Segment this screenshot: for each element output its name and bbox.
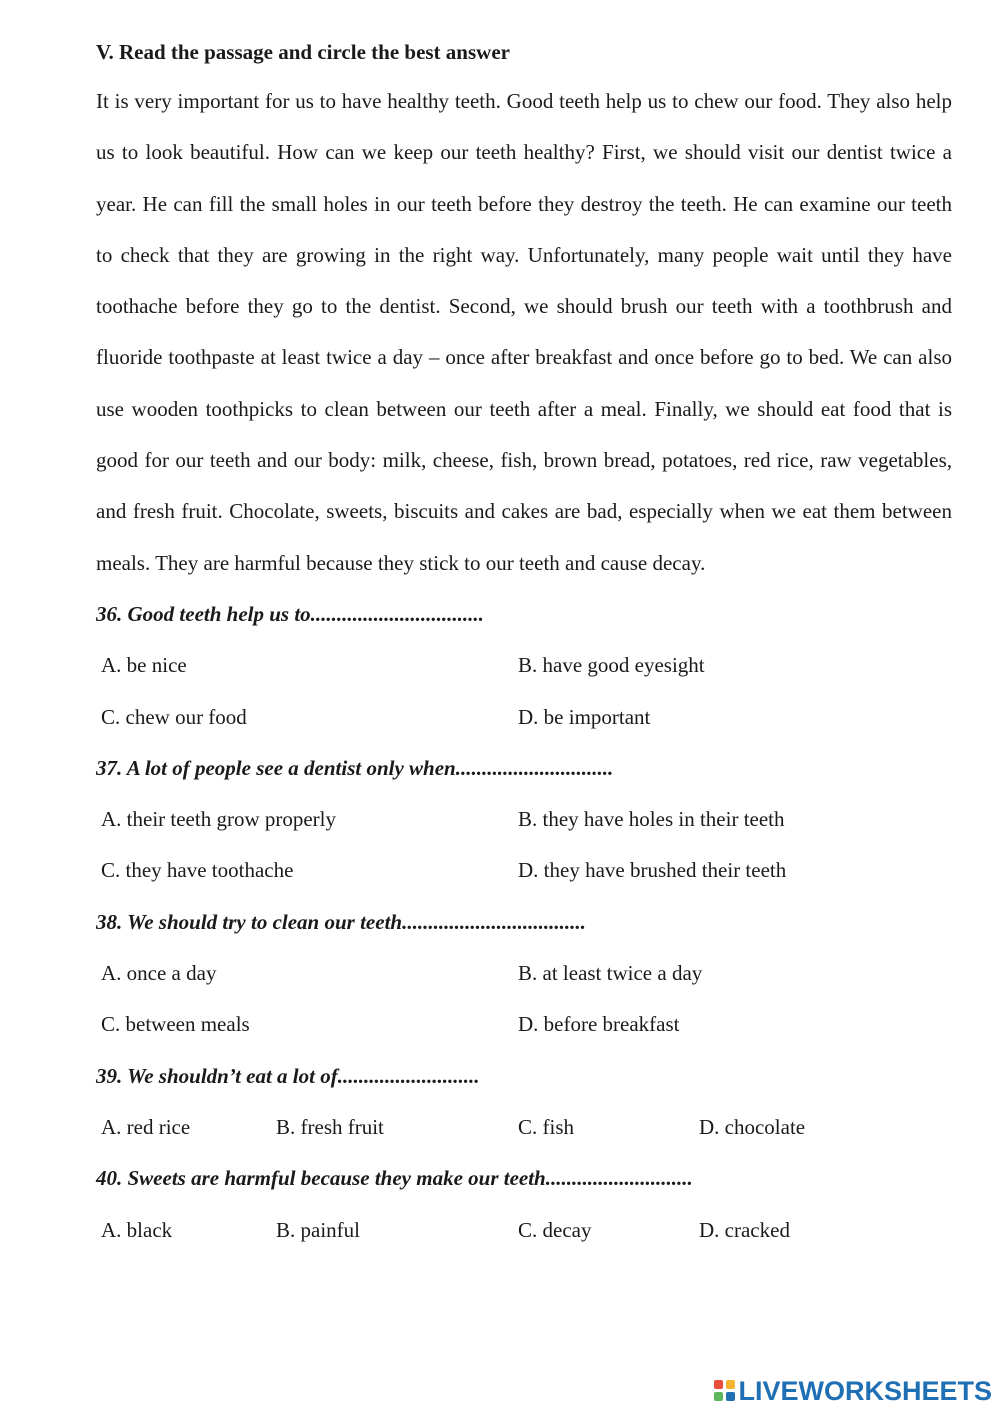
worksheet-page (96, 34, 952, 1256)
options-row (96, 1102, 952, 1153)
option-37-b[interactable]: B. they have holes in their teeth (518, 807, 785, 832)
options-row (96, 692, 952, 743)
options-row (96, 1205, 952, 1256)
option-40-a[interactable]: A. black (101, 1217, 173, 1242)
option-37-c[interactable]: C. they have toothache (101, 858, 294, 883)
option-37-d[interactable]: D. they have brushed their teeth (518, 858, 787, 883)
reading-passage: It is very important for us to have healthy teeth. Good teeth help us to chew our food. They also help us to look beautiful. How can we keep our teeth healthy? First, we should visit our dentist twice a year. He can fill the small holes in our teeth before they destroy the teeth. He can examine our teeth to check that they are growing in the right way. Unfortunately, many people wait until they have toothache before they go to the dentist. Second, we should brush our teeth with a toothbrush and fluoride toothpaste at least twice a day – once after breakfast and once before go to bed. We can also use wooden toothpicks to clean between our teeth after a meal. Finally, we should eat food that is good for our teeth and our body: milk, cheese, fish, brown bread, potatoes, red rice, raw vegetables, and fresh fruit. Chocolate, sweets, biscuits and cakes are bad, especially when we eat them between meals. They are harmful because they stick to our teeth and cause decay. (96, 89, 952, 575)
option-36-d[interactable]: D. be important (518, 704, 651, 729)
question-38: 38. We should try to clean our teeth................................... (96, 909, 586, 934)
option-36-a[interactable]: A. be nice (101, 653, 187, 678)
option-38-a[interactable]: A. once a day (101, 961, 217, 986)
option-38-d[interactable]: D. before breakfast (518, 1012, 680, 1037)
question-36: 36. Good teeth help us to................................. (96, 601, 484, 626)
liveworksheets-logo (714, 1377, 992, 1405)
section-title: V. Read the passage and circle the best answer (96, 40, 510, 64)
option-36-c[interactable]: C. chew our food (101, 704, 247, 729)
options-row (96, 999, 952, 1050)
logo-text: LIVEWORKSHEETS (738, 1375, 992, 1406)
option-39-c[interactable]: C. fish (518, 1114, 575, 1139)
option-38-c[interactable]: C. between meals (101, 1012, 250, 1037)
liveworksheets-logo-icon (714, 1380, 736, 1402)
option-38-b[interactable]: B. at least twice a day (518, 961, 703, 986)
question-37: 37. A lot of people see a dentist only when.............................. (96, 755, 614, 780)
option-36-b[interactable]: B. have good eyesight (518, 653, 705, 678)
option-40-d[interactable]: D. cracked (699, 1217, 790, 1242)
options-row (96, 794, 952, 845)
question-40: 40. Sweets are harmful because they make our teeth............................ (96, 1166, 693, 1191)
option-40-c[interactable]: C. decay (518, 1217, 592, 1242)
option-39-d[interactable]: D. chocolate (699, 1114, 806, 1139)
options-row (96, 845, 952, 896)
option-39-a[interactable]: A. red rice (101, 1114, 191, 1139)
options-row (96, 640, 952, 691)
question-39: 39. We shouldn’t eat a lot of........................... (96, 1063, 480, 1088)
options-row (96, 948, 952, 999)
option-40-b[interactable]: B. painful (276, 1217, 360, 1242)
option-39-b[interactable]: B. fresh fruit (276, 1114, 384, 1139)
option-37-a[interactable]: A. their teeth grow properly (101, 807, 337, 832)
